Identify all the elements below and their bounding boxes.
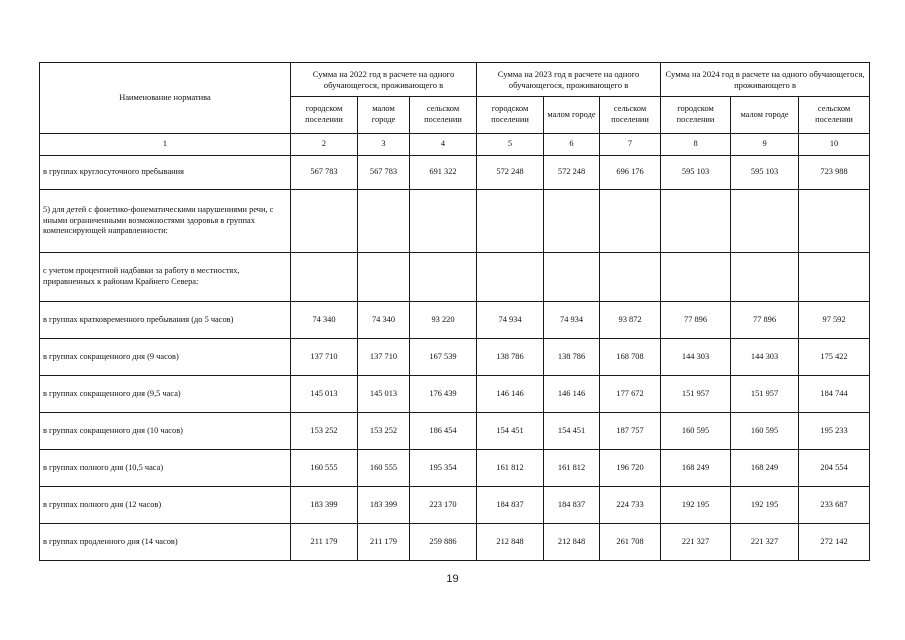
value-cell — [477, 253, 544, 302]
value-cell: 154 451 — [544, 413, 600, 450]
column-number-cell: 5 — [477, 134, 544, 156]
value-cell: 160 595 — [661, 413, 731, 450]
sub-header-cell: городском поселении — [477, 97, 544, 134]
value-cell: 221 327 — [731, 524, 799, 561]
value-cell — [358, 190, 410, 253]
value-cell — [291, 190, 358, 253]
value-cell: 161 812 — [544, 450, 600, 487]
norm-name-cell: в группах круглосуточного пребывания — [40, 156, 291, 190]
sub-header-cell: сельском поселении — [410, 97, 477, 134]
column-number-cell: 7 — [600, 134, 661, 156]
value-cell: 160 555 — [291, 450, 358, 487]
value-cell: 168 249 — [731, 450, 799, 487]
value-cell: 93 220 — [410, 302, 477, 339]
value-cell: 212 848 — [544, 524, 600, 561]
table-row — [40, 376, 870, 413]
norm-name-cell: в группах сокращенного дня (9 часов) — [40, 339, 291, 376]
value-cell — [600, 190, 661, 253]
value-cell — [600, 253, 661, 302]
norm-name-cell: в группах продленного дня (14 часов) — [40, 524, 291, 561]
value-cell: 204 554 — [799, 450, 870, 487]
value-cell: 691 322 — [410, 156, 477, 190]
value-cell: 74 340 — [291, 302, 358, 339]
norm-name-cell: в группах полного дня (12 часов) — [40, 487, 291, 524]
value-cell: 144 303 — [731, 339, 799, 376]
value-cell: 168 708 — [600, 339, 661, 376]
column-number-cell: 3 — [358, 134, 410, 156]
value-cell: 184 837 — [544, 487, 600, 524]
value-cell: 167 539 — [410, 339, 477, 376]
value-cell — [661, 253, 731, 302]
value-cell: 723 988 — [799, 156, 870, 190]
table-row — [40, 156, 870, 190]
value-cell: 223 170 — [410, 487, 477, 524]
value-cell: 145 013 — [291, 376, 358, 413]
name-header-cell: Наименование норматива — [40, 63, 291, 134]
value-cell — [799, 253, 870, 302]
value-cell: 97 592 — [799, 302, 870, 339]
value-cell: 145 013 — [358, 376, 410, 413]
table-body — [40, 156, 870, 561]
value-cell: 184 744 — [799, 376, 870, 413]
column-number-cell: 8 — [661, 134, 731, 156]
value-cell: 168 249 — [661, 450, 731, 487]
value-cell: 153 252 — [291, 413, 358, 450]
sub-header-cell: городском поселении — [291, 97, 358, 134]
value-cell: 595 103 — [661, 156, 731, 190]
value-cell: 77 896 — [731, 302, 799, 339]
value-cell: 74 340 — [358, 302, 410, 339]
value-cell: 176 439 — [410, 376, 477, 413]
table-row — [40, 302, 870, 339]
norm-name-cell: с учетом процентной надбавки за работу в местностях, приравненных к районам Крайнего Севера: — [40, 253, 291, 302]
value-cell: 77 896 — [661, 302, 731, 339]
value-cell: 160 595 — [731, 413, 799, 450]
value-cell: 187 757 — [600, 413, 661, 450]
sub-header-cell: малом городе — [731, 97, 799, 134]
value-cell: 184 837 — [477, 487, 544, 524]
value-cell: 224 733 — [600, 487, 661, 524]
value-cell: 175 422 — [799, 339, 870, 376]
value-cell: 137 710 — [358, 339, 410, 376]
norm-name-cell: 5) для детей с фонетико-фонематическими нарушениями речи, с иными ограниченными возможностями здоровья в группах компенсирующей направленности: — [40, 190, 291, 253]
value-cell: 74 934 — [544, 302, 600, 339]
value-cell: 192 195 — [731, 487, 799, 524]
norm-name-cell: в группах кратковременного пребывания (до 5 часов) — [40, 302, 291, 339]
value-cell: 93 872 — [600, 302, 661, 339]
table-row — [40, 339, 870, 376]
value-cell: 146 146 — [544, 376, 600, 413]
value-cell: 261 708 — [600, 524, 661, 561]
value-cell: 74 934 — [477, 302, 544, 339]
value-cell: 146 146 — [477, 376, 544, 413]
value-cell: 137 710 — [291, 339, 358, 376]
value-cell: 151 957 — [661, 376, 731, 413]
column-number-row — [40, 134, 870, 156]
group-header-2022: Сумма на 2022 год в расчете на одного обучающегося, проживающего в — [291, 63, 477, 97]
value-cell: 177 672 — [600, 376, 661, 413]
table-row — [40, 487, 870, 524]
value-cell: 595 103 — [731, 156, 799, 190]
value-cell: 192 195 — [661, 487, 731, 524]
column-number-cell: 1 — [40, 134, 291, 156]
value-cell — [410, 190, 477, 253]
value-cell — [731, 253, 799, 302]
value-cell — [544, 190, 600, 253]
norm-name-cell: в группах сокращенного дня (9,5 часа) — [40, 376, 291, 413]
table-row — [40, 524, 870, 561]
value-cell: 211 179 — [358, 524, 410, 561]
value-cell: 696 176 — [600, 156, 661, 190]
sub-header-cell: сельском поселении — [799, 97, 870, 134]
sub-header-cell: городском поселении — [661, 97, 731, 134]
norms-table — [39, 62, 870, 561]
table-row — [40, 190, 870, 253]
value-cell: 221 327 — [661, 524, 731, 561]
value-cell: 272 142 — [799, 524, 870, 561]
value-cell: 572 248 — [544, 156, 600, 190]
value-cell — [799, 190, 870, 253]
value-cell: 211 179 — [291, 524, 358, 561]
norm-name-cell: в группах сокращенного дня (10 часов) — [40, 413, 291, 450]
value-cell — [544, 253, 600, 302]
value-cell — [731, 190, 799, 253]
value-cell: 195 354 — [410, 450, 477, 487]
value-cell: 138 786 — [544, 339, 600, 376]
value-cell: 160 555 — [358, 450, 410, 487]
group-header-2024: Сумма на 2024 год в расчете на одного обучающегося, проживающего в — [661, 63, 870, 97]
page-number: 19 — [446, 573, 459, 585]
sub-header-cell: сельском поселении — [600, 97, 661, 134]
table-row — [40, 450, 870, 487]
header-row-groups — [40, 63, 870, 97]
sub-header-cell: малом городе — [544, 97, 600, 134]
column-number-cell: 9 — [731, 134, 799, 156]
value-cell: 186 454 — [410, 413, 477, 450]
value-cell: 144 303 — [661, 339, 731, 376]
value-cell: 153 252 — [358, 413, 410, 450]
norm-name-cell: в группах полного дня (10,5 часа) — [40, 450, 291, 487]
value-cell: 233 687 — [799, 487, 870, 524]
sub-header-cell: малом городе — [358, 97, 410, 134]
value-cell: 183 399 — [291, 487, 358, 524]
table-row — [40, 253, 870, 302]
value-cell: 567 783 — [291, 156, 358, 190]
column-number-cell: 2 — [291, 134, 358, 156]
value-cell: 161 812 — [477, 450, 544, 487]
value-cell: 154 451 — [477, 413, 544, 450]
column-number-cell: 10 — [799, 134, 870, 156]
value-cell: 195 233 — [799, 413, 870, 450]
value-cell: 572 248 — [477, 156, 544, 190]
value-cell: 183 399 — [358, 487, 410, 524]
column-number-cell: 4 — [410, 134, 477, 156]
value-cell: 151 957 — [731, 376, 799, 413]
value-cell: 259 886 — [410, 524, 477, 561]
value-cell: 138 786 — [477, 339, 544, 376]
value-cell — [291, 253, 358, 302]
value-cell — [661, 190, 731, 253]
group-header-2023: Сумма на 2023 год в расчете на одного обучающегося, проживающего в — [477, 63, 661, 97]
value-cell — [358, 253, 410, 302]
value-cell — [477, 190, 544, 253]
column-number-cell: 6 — [544, 134, 600, 156]
value-cell — [410, 253, 477, 302]
value-cell: 196 720 — [600, 450, 661, 487]
value-cell: 212 848 — [477, 524, 544, 561]
table-row — [40, 413, 870, 450]
value-cell: 567 783 — [358, 156, 410, 190]
